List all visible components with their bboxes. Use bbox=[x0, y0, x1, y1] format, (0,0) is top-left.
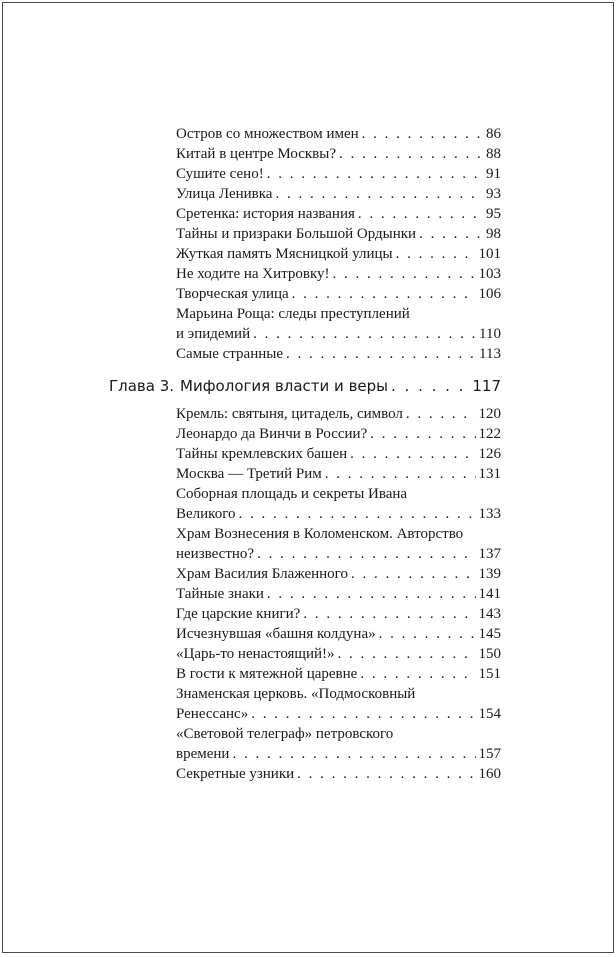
toc-entry-title: и эпидемий bbox=[176, 326, 251, 342]
toc-entry bbox=[176, 524, 501, 564]
toc-entry bbox=[176, 644, 501, 664]
chapter-heading bbox=[109, 377, 501, 397]
dot-leader bbox=[358, 204, 483, 224]
toc-entry bbox=[176, 244, 501, 264]
toc-entry-page: 120 bbox=[478, 406, 501, 422]
toc-entry-page: 131 bbox=[478, 466, 501, 482]
dot-leader bbox=[257, 544, 475, 564]
toc-entry bbox=[176, 284, 501, 304]
toc-entry-page: 126 bbox=[478, 446, 501, 462]
dot-leader bbox=[333, 264, 476, 284]
toc-entry bbox=[176, 124, 501, 144]
dot-leader bbox=[391, 377, 469, 395]
dot-leader bbox=[338, 644, 476, 664]
toc-entry-page: 86 bbox=[486, 126, 501, 142]
toc-entry bbox=[176, 424, 501, 444]
toc-entry-title: Жуткая память Мясницкой улицы bbox=[176, 246, 393, 262]
toc-entry-title: неизвестно? bbox=[176, 546, 255, 562]
toc-entry-page: 143 bbox=[478, 606, 501, 622]
toc-entry bbox=[176, 204, 501, 224]
dot-leader bbox=[253, 324, 476, 344]
dot-leader bbox=[267, 164, 483, 184]
dot-leader bbox=[370, 424, 475, 444]
toc-entry bbox=[176, 264, 501, 284]
toc-entry-title: Творческая улица bbox=[176, 286, 289, 302]
dot-leader bbox=[267, 584, 476, 604]
dot-leader bbox=[396, 244, 476, 264]
toc-entry-page: 150 bbox=[478, 646, 501, 662]
toc-entry-page: 88 bbox=[486, 146, 501, 162]
toc-entry-title: Китай в центре Москвы? bbox=[176, 146, 336, 162]
chapter-title: Мифология власти и веры bbox=[180, 377, 388, 395]
toc-entry bbox=[176, 304, 501, 344]
toc-entry-page: 113 bbox=[479, 346, 501, 362]
toc-entry bbox=[176, 184, 501, 204]
chapter-label: Глава 3. bbox=[109, 377, 175, 395]
dot-leader bbox=[339, 144, 483, 164]
dot-leader bbox=[360, 664, 475, 684]
toc-entry-title: Сушите сено! bbox=[176, 166, 264, 182]
toc-entry-page: 160 bbox=[478, 766, 501, 782]
toc-entry-title: Тайные знаки bbox=[176, 586, 264, 602]
toc-entry-page: 98 bbox=[486, 226, 501, 242]
toc-entry-page: 93 bbox=[486, 186, 501, 202]
toc-entry-title: Секретные узники bbox=[176, 766, 295, 782]
dot-leader bbox=[286, 344, 476, 364]
toc-entry-page: 151 bbox=[478, 666, 501, 682]
book-page bbox=[2, 2, 614, 953]
toc-entry bbox=[176, 464, 501, 484]
toc-entry-page: 101 bbox=[478, 246, 501, 262]
dot-leader bbox=[303, 604, 475, 624]
toc-entry-page: 91 bbox=[486, 166, 501, 182]
toc-entry bbox=[176, 604, 501, 624]
toc-entry bbox=[176, 444, 501, 464]
toc-entry-title: времени bbox=[176, 746, 230, 762]
toc-entry-title: Тайны кремлевских башен bbox=[176, 446, 348, 462]
toc-entry-title-line: Храм Вознесения в Коломенском. Авторство bbox=[176, 526, 464, 542]
toc-list bbox=[176, 124, 501, 364]
toc-entry-title: Ренессанс» bbox=[176, 706, 249, 722]
toc-entry-title-line: Знаменская церковь. «Подмосковный bbox=[176, 686, 416, 702]
toc-entry-page: 157 bbox=[478, 746, 501, 762]
toc-entry-page: 110 bbox=[479, 326, 501, 342]
toc-entry-title: Сретенка: история названия bbox=[176, 206, 355, 222]
toc-entry bbox=[176, 404, 501, 424]
toc-entry bbox=[176, 144, 501, 164]
toc-entry-title: Исчезнувшая «башня колдуна» bbox=[176, 626, 376, 642]
toc-entry-title: Великого bbox=[176, 506, 236, 522]
toc-entry-title: Самые странные bbox=[176, 346, 283, 362]
toc-entry-title: Леонардо да Винчи в России? bbox=[176, 426, 368, 442]
toc-entry-title: Тайны и призраки Большой Ордынки bbox=[176, 226, 417, 242]
toc-entry bbox=[176, 164, 501, 184]
toc-entry-page: 154 bbox=[478, 706, 501, 722]
dot-leader bbox=[292, 284, 476, 304]
dot-leader bbox=[238, 504, 475, 524]
dot-leader bbox=[297, 764, 475, 784]
toc-entry bbox=[176, 764, 501, 784]
dot-leader bbox=[379, 624, 476, 644]
toc-entry bbox=[176, 684, 501, 724]
toc-entry-title: Храм Василия Блаженного bbox=[176, 566, 348, 582]
dot-leader bbox=[406, 404, 476, 424]
toc-entry-title: Остров со множеством имен bbox=[176, 126, 359, 142]
dot-leader bbox=[362, 124, 483, 144]
toc-entry-page: 103 bbox=[478, 266, 501, 282]
dot-leader bbox=[351, 564, 476, 584]
toc-entry bbox=[176, 484, 501, 524]
toc-entry-title: В гости к мятежной царевне bbox=[176, 666, 358, 682]
toc-entry-page: 145 bbox=[478, 626, 501, 642]
toc-entry-title: «Царь-то ненастоящий!» bbox=[176, 646, 335, 662]
toc-entry-page: 133 bbox=[478, 506, 501, 522]
toc-entry bbox=[176, 724, 501, 764]
dot-leader bbox=[419, 224, 483, 244]
dot-leader bbox=[232, 744, 475, 764]
toc-entry-page: 95 bbox=[486, 206, 501, 222]
toc-entry-title-line: Марьина Роща: следы преступлений bbox=[176, 306, 410, 322]
toc-entry bbox=[176, 224, 501, 244]
toc-entry-title: Кремль: святыня, цитадель, символ bbox=[176, 406, 403, 422]
toc-entry-page: 122 bbox=[478, 426, 501, 442]
toc-entry bbox=[176, 624, 501, 644]
toc-entry-title: Улица Ленивка bbox=[176, 186, 273, 202]
dot-leader bbox=[325, 464, 476, 484]
toc-entry-page: 141 bbox=[478, 586, 501, 602]
toc-entry-page: 139 bbox=[478, 566, 501, 582]
chapter-entries bbox=[176, 404, 501, 784]
toc-entry-title-line: Соборная площадь и секреты Ивана bbox=[176, 486, 408, 502]
toc-entry bbox=[176, 664, 501, 684]
toc-entry-page: 137 bbox=[478, 546, 501, 562]
toc-entry-title-line: «Световой телеграф» петровского bbox=[176, 726, 394, 742]
toc-entry bbox=[176, 344, 501, 364]
dot-leader bbox=[251, 704, 475, 724]
dot-leader bbox=[275, 184, 483, 204]
dot-leader bbox=[350, 444, 475, 464]
toc-entry bbox=[176, 584, 501, 604]
toc-entry-title: Москва — Третий Рим bbox=[176, 466, 322, 482]
chapter-page: 117 bbox=[472, 377, 501, 395]
toc-entry bbox=[176, 564, 501, 584]
toc-entry-page: 106 bbox=[478, 286, 501, 302]
toc-entry-title: Где царские книги? bbox=[176, 606, 301, 622]
toc-entry-title: Не ходите на Хитровку! bbox=[176, 266, 330, 282]
